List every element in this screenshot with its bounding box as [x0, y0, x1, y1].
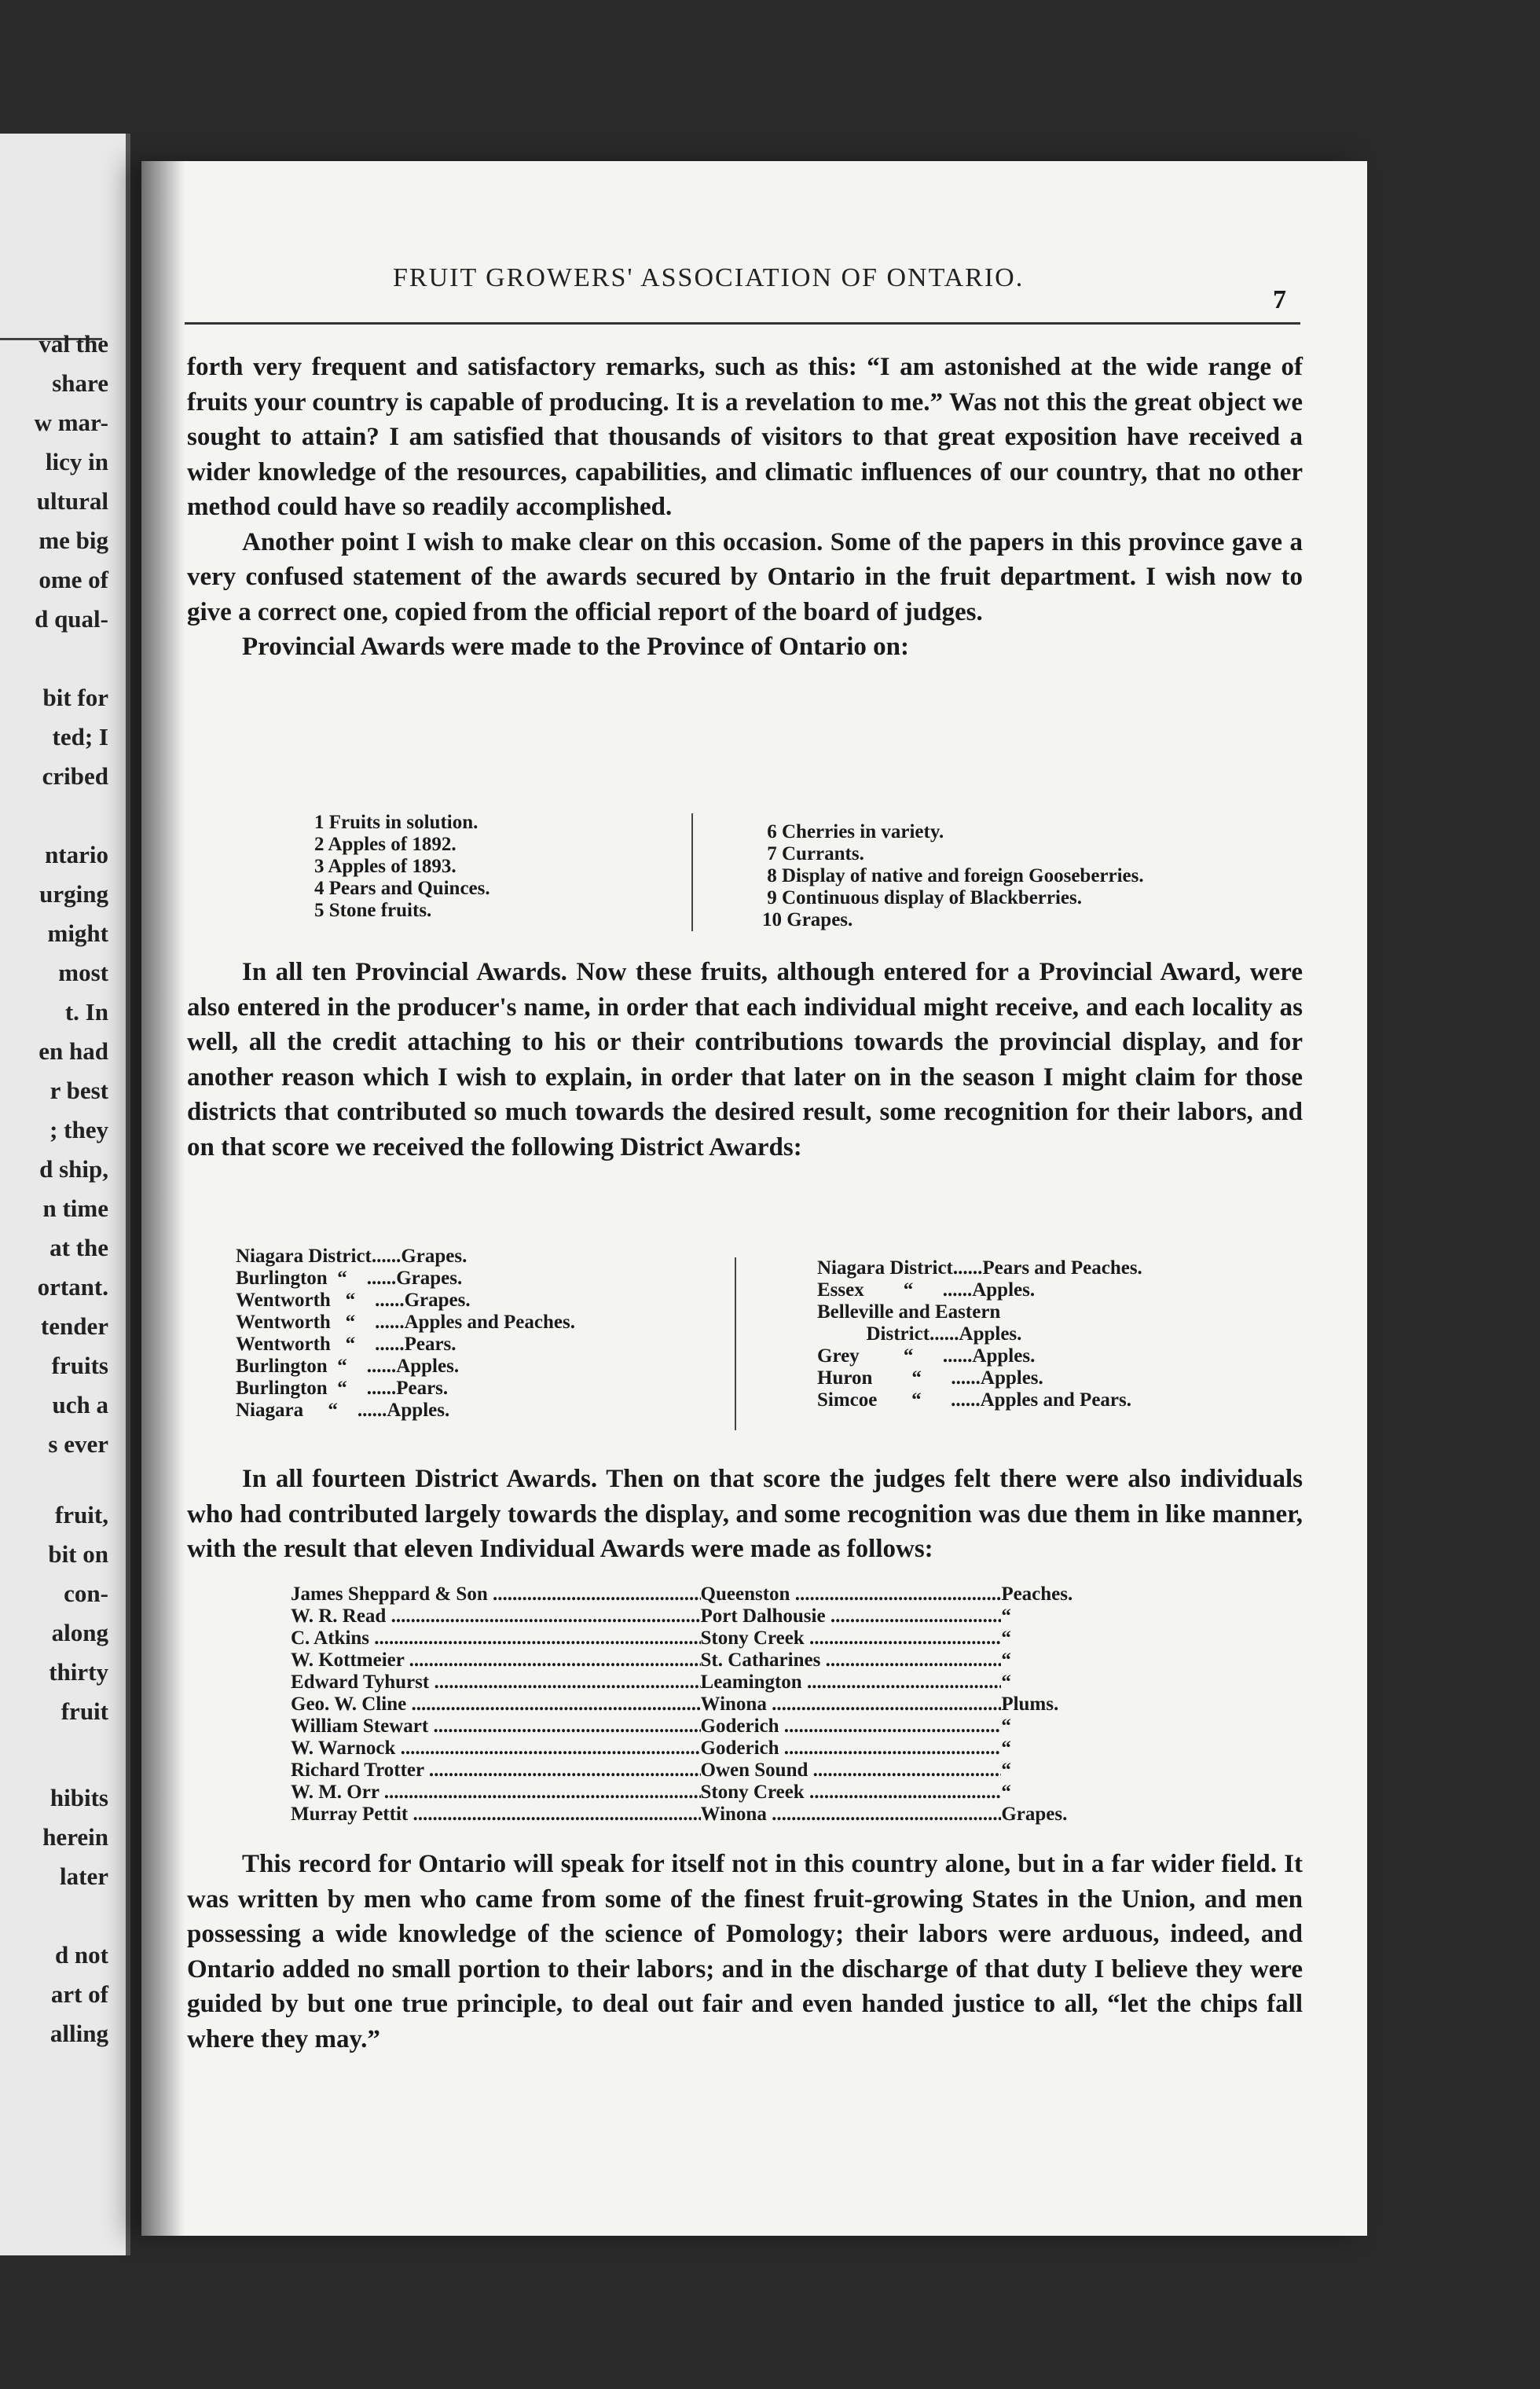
award-recipient-name: Geo. W. Cline .....: [291, 1694, 701, 1716]
facing-page-text-fragment: fruit,: [54, 1501, 108, 1528]
facing-page-text-fragment: d qual-: [35, 605, 108, 633]
running-header: FRUIT GROWERS' ASSOCIATION OF ONTARIO.: [393, 263, 1025, 292]
provincial-awards-left: 1 Fruits in solution. 2 Apples of 1892. 3 Apples of 1893. 4 Pears and Quinces. 5 Stone fruits.: [314, 812, 490, 921]
award-fruit: “: [1001, 1738, 1011, 1759]
award-recipient-name: James Sheppard & Son .....: [291, 1583, 701, 1606]
award-recipient-name: W. M. Orr .....: [291, 1782, 701, 1804]
facing-page-text-fragment: ortant.: [37, 1273, 108, 1301]
award-recipient-name: Murray Pettit .....: [291, 1804, 701, 1826]
facing-page-text-fragment: ultural: [36, 487, 108, 515]
individual-award-row: [291, 1628, 1076, 1650]
individual-award-row: [291, 1716, 1076, 1738]
page-number: 7: [1273, 285, 1286, 314]
individual-award-row: [291, 1694, 1076, 1716]
facing-page-text-fragment: along: [51, 1619, 108, 1646]
award-recipient-name: William Stewart .....: [291, 1716, 701, 1738]
individual-award-row: [291, 1606, 1076, 1628]
award-place: Winona .....: [701, 1694, 1002, 1716]
facing-page-text-fragment: ntario: [45, 841, 108, 868]
award-recipient-name: Richard Trotter .....: [291, 1760, 701, 1782]
facing-page-text-fragment: uch a: [52, 1391, 108, 1418]
body-paragraphs-top: [187, 350, 1303, 665]
header-rule: [185, 322, 1300, 325]
facing-page-text-fragment: at the: [50, 1234, 108, 1261]
facing-page-text-fragment: cribed: [42, 762, 108, 790]
body-paragraph-5: [187, 1462, 1303, 1567]
facing-page-text-fragment: share: [52, 369, 108, 397]
facing-page-text-fragment: d not: [54, 1941, 108, 1969]
facing-page-text-fragment: n time: [42, 1194, 108, 1222]
award-place: Goderich .....: [701, 1716, 1002, 1738]
body-paragraph-6: [187, 1847, 1303, 2057]
award-place: Stony Creek .....: [701, 1782, 1002, 1804]
facing-page-text-fragment: s ever: [48, 1430, 108, 1458]
paragraph-2: Another point I wish to make clear on this occasion. Some of the papers in this province gave a very confused statement of the awards secured by Ontario in the fruit department. I wish now to give a correct one, copied from the official report of the board of judges.: [187, 527, 1303, 626]
facing-page-text-fragment: fruits: [51, 1352, 108, 1379]
facing-page-text-fragment: w mar-: [34, 409, 108, 436]
award-fruit: “: [1001, 1672, 1011, 1693]
district-divider: [735, 1257, 736, 1430]
award-recipient-name: W. Warnock .....: [291, 1738, 701, 1760]
facing-page-text-fragment: bit on: [48, 1540, 108, 1568]
paragraph-4: In all ten Provincial Awards. Now these fruits, although entered for a Provincial Award, were also entered in the producer's name, in order that each individual might receive, and each locality as well, all the credit attaching to his or their contributions towards the provincial display, and for another reason which I wish to explain, in order that later on in the season I might claim for those districts that contributed so much towards the desired result, some recognition for their labors, and on that score we received the following District Awards:: [187, 958, 1303, 1161]
facing-page-text-fragment: bit for: [42, 684, 108, 711]
paragraph-5: In all fourteen District Awards. Then on that score the judges felt there were also individuals who had contributed largely towards the display, and some recognition was due them in like manner, with the result that eleven Individual Awards were made as follows:: [187, 1465, 1303, 1563]
award-recipient-name: C. Atkins .....: [291, 1628, 701, 1650]
award-place: Winona .....: [701, 1804, 1002, 1826]
individual-award-row: [291, 1583, 1076, 1606]
award-place: Stony Creek .....: [701, 1628, 1002, 1650]
facing-page-text-fragment: val the: [38, 330, 108, 358]
award-place: Port Dalhousie .....: [701, 1606, 1002, 1628]
facing-page-text-fragment: most: [58, 959, 108, 986]
award-fruit: “: [1001, 1760, 1011, 1781]
award-recipient-name: W. Kottmeier .....: [291, 1650, 701, 1672]
award-fruit: “: [1001, 1782, 1011, 1803]
award-fruit: “: [1001, 1606, 1011, 1627]
award-fruit: “: [1001, 1650, 1011, 1671]
award-place: St. Catharines .....: [701, 1650, 1002, 1672]
facing-page-text-fragment: r best: [50, 1077, 108, 1104]
facing-page-text-fragment: herein: [42, 1823, 108, 1851]
provincial-divider: [691, 813, 693, 931]
paragraph-3: Provincial Awards were made to the Province of Ontario on:: [242, 633, 910, 661]
paragraph-6: This record for Ontario will speak for itself not in this country alone, but in a far wider field. It was written by men who came from some of the finest fruit-growing States in the Union, and men possessing a wide knowledge of the science of Pomology; their labors were arduous, indeed, and Ontario added no small portion to their labors; and in the discharge of that duty I believe they were guided by but one true principle, to deal out fair and even handed justice to all, “let the chips fall where they may.”: [187, 1850, 1303, 2053]
facing-page-text-fragment: ome of: [38, 566, 108, 593]
individual-award-row: [291, 1650, 1076, 1672]
facing-page-text-fragment: urging: [39, 880, 108, 908]
award-place: Leamington .....: [701, 1672, 1002, 1694]
facing-page-text-fragment: en had: [38, 1037, 108, 1065]
paragraph-1: forth very frequent and satisfactory remarks, such as this: “I am astonished at the wide range of fruits your country is capable of producing. It is a revelation to me.” Was not this the great object we sought to attain? I am satisfied that thousands of visitors to that great exposition have received a wider knowledge of the resources, capabilities, and climatic influences of our country, that no other method could have so readily accomplished.: [187, 353, 1303, 521]
facing-page-text-fragment: fruit: [60, 1697, 108, 1725]
individual-award-row: [291, 1738, 1076, 1760]
document-page: [141, 161, 1367, 2236]
facing-page-text-fragment: might: [47, 919, 108, 947]
individual-award-row: [291, 1760, 1076, 1782]
award-place: Queenston .....: [701, 1583, 1002, 1606]
award-fruit: “: [1001, 1628, 1011, 1649]
facing-page-text-fragment: hibits: [50, 1784, 108, 1811]
individual-award-row: [291, 1804, 1076, 1826]
district-awards-left: Niagara District......Grapes. Burlington “ ......Grapes. Wentworth “ ......Grapes. Wentworth “ ......Apples and Peaches. Wentworth “ ......Pears. Burlington “ ......Apples. Burlington “ ......Pears. Niagara “ ......Apples.: [236, 1246, 575, 1421]
award-fruit: Peaches.: [1001, 1583, 1073, 1605]
award-fruit: Grapes.: [1001, 1804, 1068, 1825]
award-place: Owen Sound .....: [701, 1760, 1002, 1782]
facing-page-text-fragment: con-: [64, 1580, 108, 1607]
award-recipient-name: Edward Tyhurst .....: [291, 1672, 701, 1694]
facing-page-text-fragment: art of: [50, 1980, 108, 2008]
individual-award-row: [291, 1782, 1076, 1804]
page-gutter: [141, 161, 185, 2236]
facing-page-text-fragment: alling: [50, 2020, 108, 2047]
individual-awards-table: [291, 1583, 1076, 1826]
award-place: Goderich .....: [701, 1738, 1002, 1760]
facing-page-text-fragment: thirty: [49, 1658, 108, 1686]
award-recipient-name: W. R. Read .....: [291, 1606, 701, 1628]
facing-page-text-fragment: licy in: [45, 448, 108, 475]
body-paragraph-4: [187, 955, 1303, 1165]
district-awards-right: Niagara District......Pears and Peaches. Essex “ ......Apples. Belleville and Eastern District......Apples. Grey “ ......Apples. Huron “ ......Apples. Simcoe “ ......Apples and Pears.: [817, 1257, 1142, 1411]
facing-page-text-fragment: tender: [40, 1312, 108, 1340]
facing-page-text-fragment: ; they: [50, 1116, 108, 1143]
provincial-awards-right: 6 Cherries in variety. 7 Currants. 8 Display of native and foreign Gooseberries. 9 Continuous display of Blackberries. 10 Grapes.: [762, 821, 1144, 930]
facing-page-text-fragment: ted; I: [52, 723, 108, 750]
award-fruit: “: [1001, 1716, 1011, 1737]
award-fruit: Plums.: [1001, 1694, 1059, 1715]
facing-page-text-fragment: me big: [38, 527, 108, 554]
facing-page: [0, 134, 130, 2255]
individual-award-row: [291, 1672, 1076, 1694]
facing-page-text-fragment: d ship,: [39, 1155, 108, 1183]
facing-page-text-fragment: later: [60, 1862, 108, 1890]
facing-page-text-fragment: t. In: [64, 998, 108, 1026]
